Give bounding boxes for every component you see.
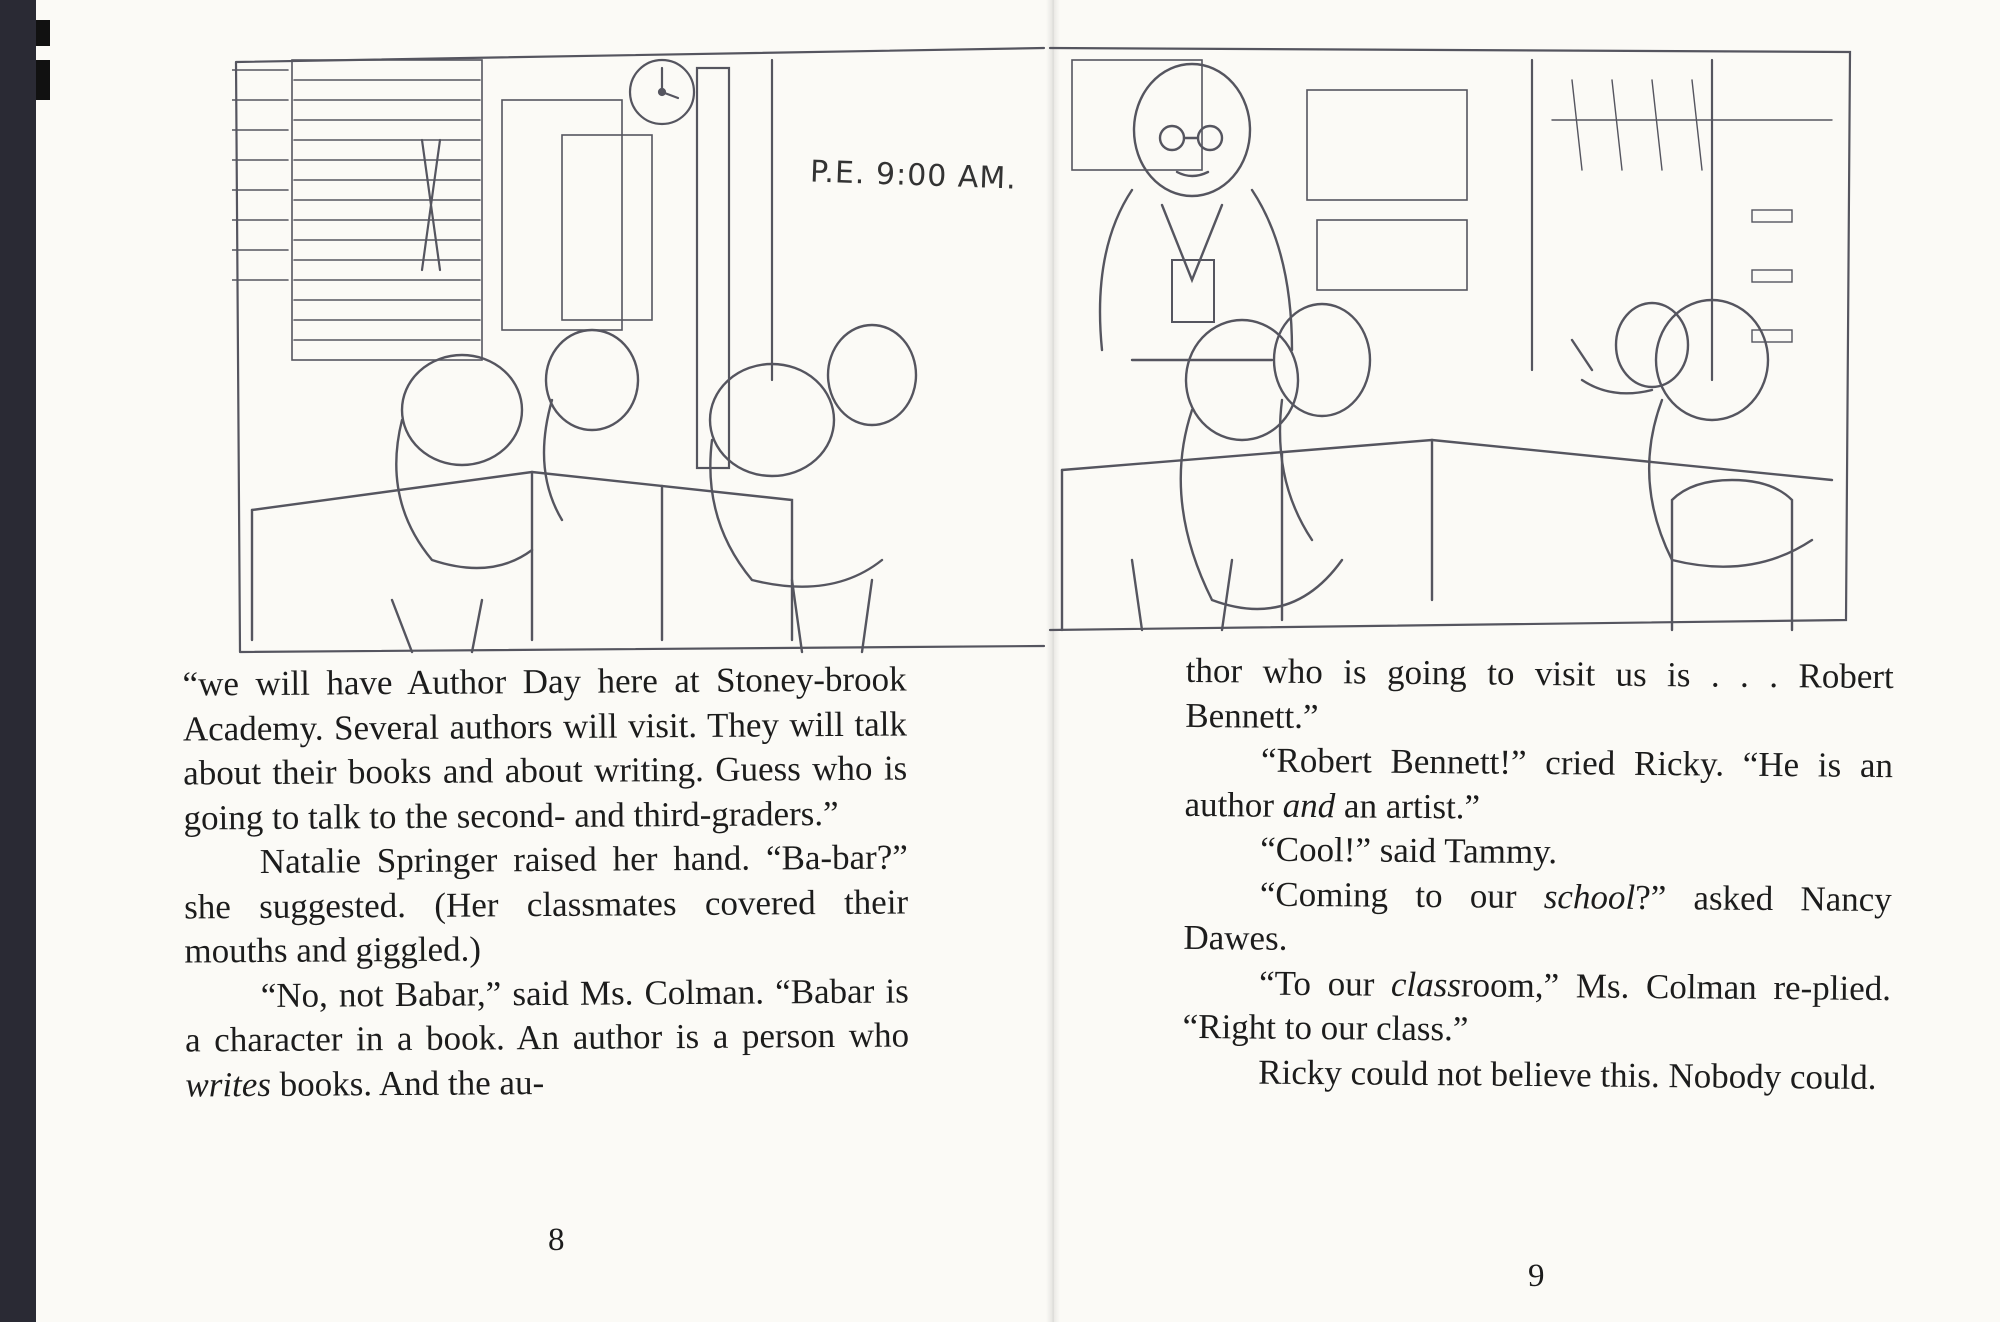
italic-text: class — [1390, 964, 1462, 1004]
text-run: Ricky could not believe this. Nobody could. — [1258, 1052, 1877, 1097]
text-run: “we will have Author Day here at Stoney-brook Academy. Several authors will visit. They will talk about their books and about writing. Guess who is going to talk to the second- and third-graders.” — [182, 659, 908, 838]
text-run: “To our — [1258, 963, 1392, 1004]
paragraph — [185, 969, 910, 1108]
text-run: room,” Ms. Colman re-plied. “Right to our class.” — [1182, 964, 1892, 1049]
handwritten-note: P.E. 9:00 AM. — [809, 154, 1018, 197]
text-run: Natalie Springer raised her hand. “Ba-bar?” she suggested. (Her classmates covered their mouths and giggled.) — [184, 837, 909, 971]
text-run: “Cool!” said Tammy. — [1260, 829, 1558, 872]
right-page-text — [1182, 649, 1894, 1100]
text-run: “Robert Bennett!” cried Ricky. “He is an author — [1184, 740, 1894, 825]
paragraph — [1185, 649, 1894, 744]
paragraph — [1182, 960, 1891, 1055]
text-run: ?” asked Nancy Dawes. — [1183, 877, 1892, 958]
classroom-illustration — [232, 40, 1852, 660]
paragraph — [182, 657, 907, 840]
paragraph — [1184, 738, 1893, 833]
italic-text: writes — [185, 1064, 272, 1105]
scan-edge-mark — [36, 60, 50, 100]
page-number-left: 8 — [548, 1222, 565, 1258]
paragraph — [1184, 827, 1892, 878]
text-run: “No, not Babar,” said Ms. Colman. “Babar is a character in a book. An author is a person who — [184, 970, 910, 1060]
scan-edge-mark — [36, 20, 50, 46]
italic-text: and — [1282, 785, 1336, 825]
text-run: books. And the au- — [270, 1062, 545, 1104]
paragraph — [1182, 1049, 1890, 1100]
italic-text: school — [1543, 876, 1636, 917]
book-spread — [36, 0, 2000, 1322]
left-page-text — [182, 657, 909, 1107]
text-run: an artist.” — [1335, 785, 1481, 826]
text-run: “Coming to our — [1259, 874, 1544, 916]
paragraph — [1183, 871, 1892, 966]
page-number-right: 9 — [1528, 1258, 1545, 1294]
paragraph — [184, 835, 909, 974]
text-run: thor who is going to visit us is . . . Robert Bennett.” — [1185, 650, 1894, 736]
